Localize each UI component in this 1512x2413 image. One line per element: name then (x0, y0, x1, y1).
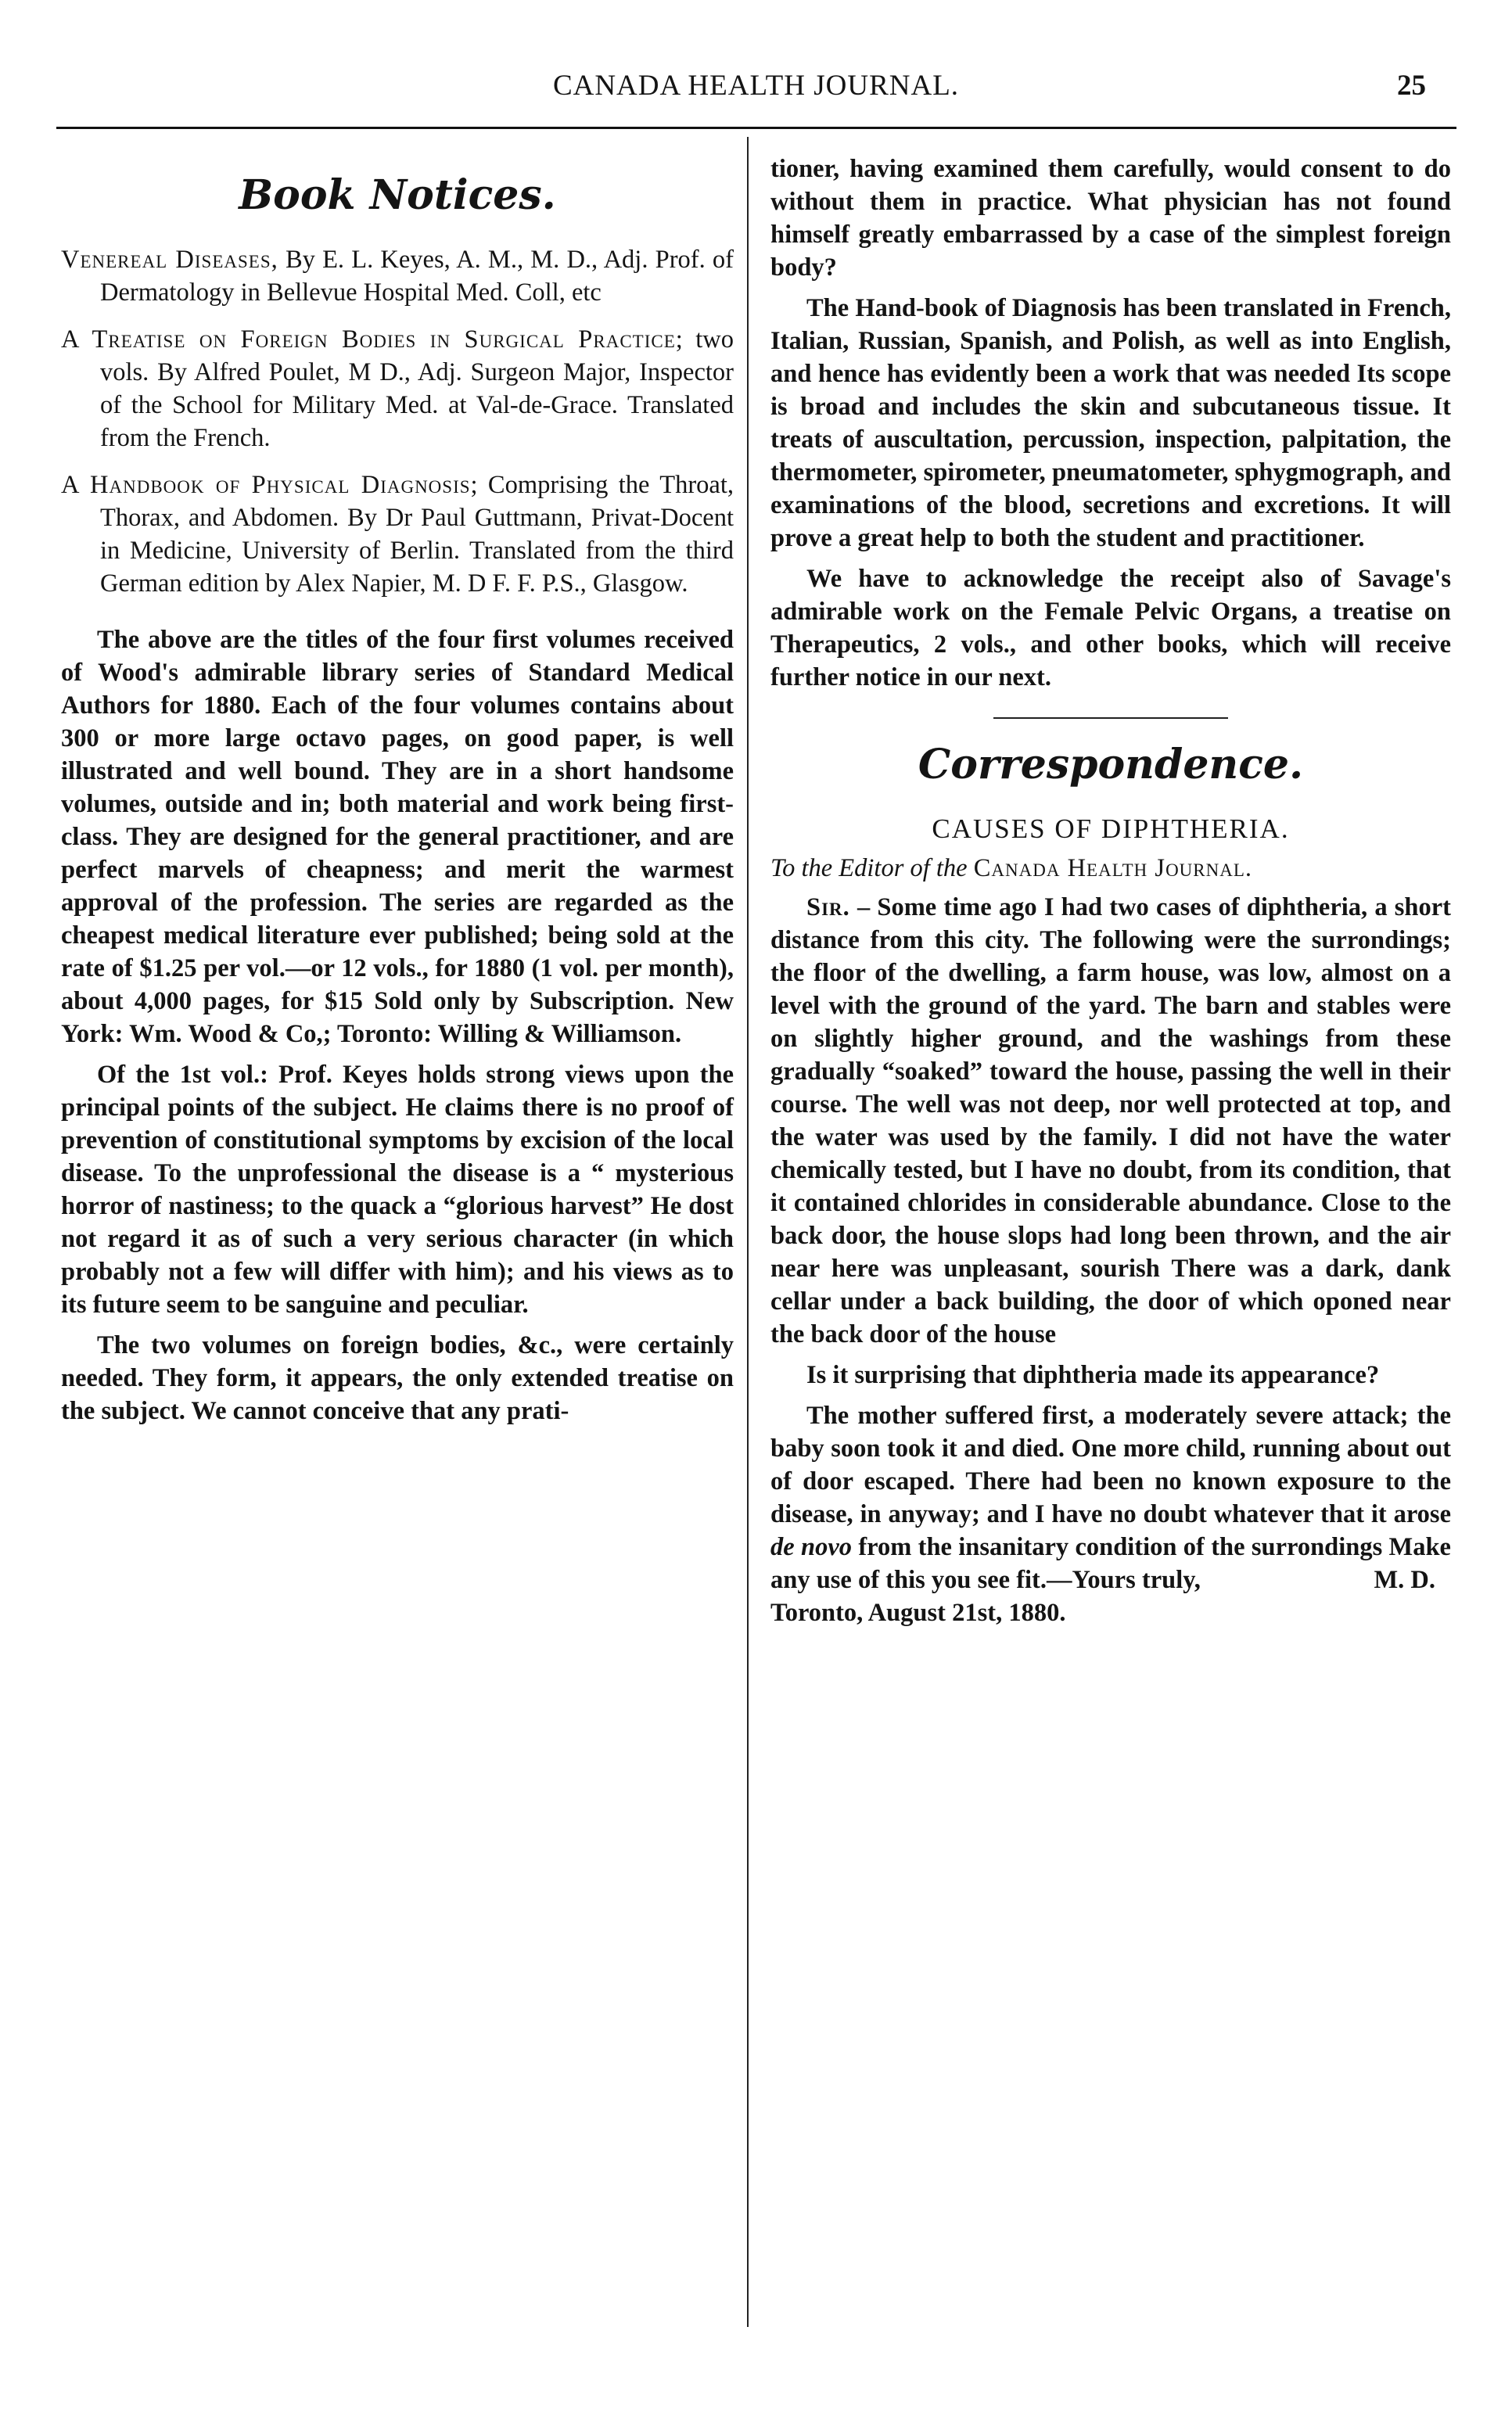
book-title: A Handbook of Physical Diagnosis (61, 471, 471, 499)
paragraph: tioner, having examined them carefully, would consent to do without them in practice. What physician has not found himself greatly embarrassed by a case of the simplest foreign body? (770, 155, 1451, 282)
letter-paragraph: Is it surprising that diphtheria made its appearance? (806, 1361, 1380, 1389)
header-rule (56, 127, 1456, 129)
paragraph: The two volumes on foreign bodies, &c., were certainly needed. They form, it appears, the only extended treatise on the subject. We cannot conceive that any prati- (61, 1331, 734, 1425)
book-details: By E. L. Keyes, A. M., M. D., Adj. Prof. of Dermatology in Bellevue Hospital Med. Coll, etc (100, 246, 734, 307)
letter-text: The mother suffered first, a moderately severe attack; the baby soon took it and died. One more child, running about out of door escaped. There had been no known exposure to the disease, in anyway; and I have no doubt whatever that it arose (770, 1402, 1451, 1528)
letter-paragraph (770, 891, 1451, 1351)
left-column (61, 153, 734, 1435)
letter-salutation: Sir. (806, 893, 850, 921)
paragraph: The above are the titles of the four first volumes received of Wood's admirable library series of Standard Medical Authors for 1880. Each of the four volumes contains about 300 or more large octavo pages, on good paper, is well illustrated and well bound. They are in a short handsome volumes, outside and in; both material and work being first-class. They are designed for the general practitioner, and are perfect marvels of cheapness; and merit the warmest approval of the profession. The series are regarded as the cheapest medical literature ever published; being sold at the rate of $1.25 per vol.—or 12 vols., for 1880 (1 vol. per month), about 4,000 pages, for $15 Sold only by Subscription. New York: Wm. Wood & Co,; Toronto: Willing & Williamson. (61, 626, 734, 1048)
book-details: ; Comprising the Throat, Thorax, and Abdomen. By Dr Paul Guttmann, Privat-Docent in Medicine, University of Berlin. Translated from the third German edition by Alex Napier, M. D F. F. P.S., Glasgow. (100, 471, 734, 598)
column-divider (747, 137, 749, 2327)
journal-title: CANADA HEALTH JOURNAL. (552, 70, 960, 102)
book-details: ; two vols. By Alfred Poulet, M D., Adj. Surgeon Major, Inspector of the School for Military Med. at Val-de-Grace. Translated from the French. (100, 325, 734, 452)
paragraph: We have to acknowledge the receipt also of Savage's admirable work on the Female Pelvic Organs, a treatise on Therapeutics, 2 vols., and other books, which will receive further notice in our next. (770, 565, 1451, 691)
book-entry (61, 323, 734, 454)
book-title: Venereal Diseases, (61, 246, 278, 274)
paragraph: The Hand-book of Diagnosis has been translated in French, Italian, Russian, Spanish, and Polish, as well as into English, and hence has evidently been a work that was needed Its scope is broad and includes the skin and subcutaneous tissue. It treats of auscultation, percussion, inspection, palpitation, the thermometer, spirometer, pneumatometer, sphygmograph, and examinations of the blood, secretions and excretions. It will prove a great help to both the student and practitioner. (770, 294, 1451, 552)
article-title: CAUSES OF DIPHTHERIA. (932, 813, 1290, 844)
letter-text: from the insanitary condition of the surrondings Make any use of this you see fit.—Yours truly, (770, 1533, 1451, 1594)
address-journal: Canada Health Journal. (973, 854, 1253, 882)
paragraph: Of the 1st vol.: Prof. Keyes holds strong views upon the principal points of the subject. He claims there is no proof of prevention of constitutional symptoms by excision of the local disease. To the unprofessional the disease is a “ mysterious horror of nastiness; to the quack a “glorious harvest” He dost not regard it as of such a very serious character (in which probably not a few will differ with him); and his views as to its future seem to be sanguine and peculiar. (61, 1061, 734, 1319)
running-head (0, 69, 1512, 116)
section-divider (993, 717, 1228, 719)
right-column (770, 153, 1451, 1637)
book-entry (61, 469, 734, 600)
letter-emphasis: de novo (770, 1533, 852, 1561)
letter-text: – Some time ago I had two cases of diphtheria, a short distance from this city. The following were the surrondings; the floor of the dwelling, a farm house, was low, almost on a level with the ground of the yard. The barn and stables were on slightly higher ground, and the washings from these gradually “soaked” toward the house, passing the well in their course. The well was not deep, nor well protected at top, and the water was used by the family. I did not have the water chemically tested, but I have no doubt, from its condition, that it contained chlorides in considerable abundance. Close to the back door, the house slops had long been thrown, and the air near here was unpleasant, sourish There was a dark, dank cellar under a back building, the door of which oponed near the back door of the house (770, 893, 1451, 1348)
book-title: A Treatise on Foreign Bodies in Surgical Practice (61, 325, 676, 354)
section-title-correspondence: Correspondence. (918, 741, 1304, 788)
letter-signature: M. D. (1374, 1566, 1435, 1594)
letter-paragraph (770, 1399, 1451, 1596)
letter-address (770, 852, 1451, 885)
address-prefix: To the Editor of the (770, 854, 974, 882)
page-number: 25 (1397, 70, 1426, 102)
book-entry (61, 243, 734, 309)
letter-dateline: Toronto, August 21st, 1880. (770, 1599, 1066, 1627)
section-title-book-notices: Book Notices. (239, 171, 556, 219)
